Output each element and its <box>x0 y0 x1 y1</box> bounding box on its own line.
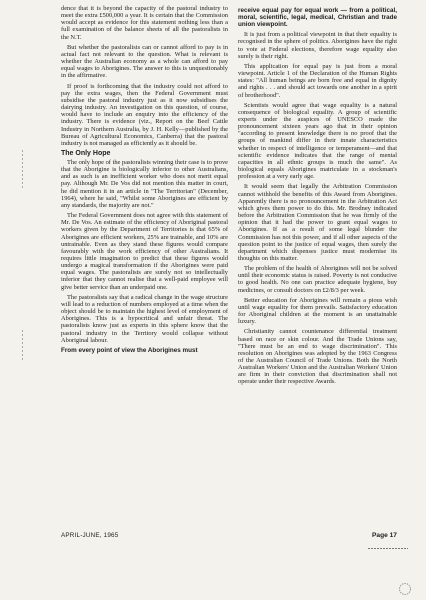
paragraph: This application for equal pay is just from a moral viewpoint. Article 1 of the Declaration of the Human Rights states: "All human beings are born free and equal in dignity and rights . . . and should act towards one another in a spirit of brotherhood". <box>238 62 397 99</box>
bold-lead-text: receive equal pay for equal work — from a political, moral, scientific, legal, medical, Christian and trade union viewpoint. <box>238 7 397 29</box>
paragraph: The problem of the health of Aborigines will not be solved until their economic status is raised. Poverty is not conducive to good health. No one can practice adequate hygiene, buy medicines, or consult doctors on £2/8/3 per week. <box>238 265 397 294</box>
paragraph: Christianity cannot countenance differential treatment based on race or skin colour. And the Trade Unions say, "There must be an end to wage discrimination". This resolution on Aborigines was adopted by the 1963 Congress of the Australian Council of Trade Unions. Both the North Australian Workers' Union and the Australian Workers' Union are firm in their conviction that discrimination shall not operate under their respective Awards. <box>238 328 397 386</box>
paragraph: Better education for Aborigines will remain a pious wish until wage equality for them prevails. Satisfactory education for Aboriginal children at the moment is an unattainable luxury. <box>238 296 397 326</box>
paragraph: The only hope of the pastoralists winning their case is to prove that the Aborigine is biologically inferior to other Australians, and as such is an inefficient worker who does not merit equal pay. Although Mr. De Vos did not mention this matter in court, he did mention it in an article in "The Territorian" (December, 1964), where he said, "Whilst some Aborigines are efficient by any standards, the majority are not." <box>61 158 228 209</box>
paragraph: The pastoralists say that a radical change in the wage structure will lead to a reduction of numbers employed at a time when the object should be to maintain the highest level of employment of Aborigines. This is a hypocritical and unfair threat. The pastoralists know just as experts in this sphere know that the pastoral industry in the Territory would collapse without Aboriginal labour. <box>61 293 228 344</box>
paragraph: It would seem that legally the Arbitration Commission cannot withhold the benefits of this Award from Aborigines. Apparently there is no pronouncement in the Arbitration Act which gives them power to do this. Mr. Brodney indicated before the Arbitration Commission that he was firmly of the opinion that it had the power to grant equal wages to Aborigines. If as a result of some legal blunder the Commission has not this power, and if all other aspects of the question point to the justice of equal wages, then surely the department which dispenses justice must modernise its thoughts on this matter. <box>238 183 397 262</box>
paragraph: dence that it is beyond the capacity of the pastoral industry to meet the extra £500,000 a year. It is certain that the Commission would accept as evidence for this statement nothing less than a full examination of the balance sheets of all the pastoralists in the N.T. <box>61 5 228 41</box>
paragraph: But whether the pastoralists can or cannot afford to pay is in actual fact not relevant to the question. What is relevant is whether the Australian economy as a whole can afford to pay equal wages to Aborigines. The answer to this is unquestionably in the affirmative. <box>61 43 228 80</box>
left-column <box>61 5 228 357</box>
page-number: Page 17 <box>372 532 397 539</box>
paragraph: If proof is forthcoming that the industry could not afford to pay the extra wages, then the Federal Government must subsidise the pastoral industry just as it now subsidises the dairying industry. An investigation on this question, of course, would have to include an enquiry into the efficiency of the industry. There is evidence (viz., Report on the Beef Cattle Industry in Northern Australia, by J. H. Kelly—published by the Bureau of Agricultural Economics, Canberra) that the pastoral industry is not managed as efficiently as it should be. <box>61 82 228 147</box>
section-heading: The Only Hope <box>61 149 111 157</box>
margin-mark <box>22 330 23 360</box>
paragraph: The Federal Government does not agree with this statement of Mr. De Vos. An estimate of the efficiency of Aboriginal pastoral workers given by the Department of Territories is that 65% of Aborigines are efficient workers, 25% are trainable, and 10% are untrainable. Even as they stand these figures would compare favourably with the work efficiency of other Australians. It requires little imagination to predict that these figures would undergo a magical transformation if the Aborigines were paid equal wages. The pastoralists are surely not so intellectually inferior that they cannot realise that a well-paid employee will give better service than an underpaid one. <box>61 212 228 291</box>
issue-date: APRIL-JUNE, 1965 <box>61 532 119 539</box>
bold-lead-text: From every point of view the Aborigines must <box>61 346 198 354</box>
punch-hole-icon <box>398 582 412 596</box>
dashed-rule <box>368 548 408 549</box>
paragraph: It is just from a political viewpoint in that their equality is recognised in the sphere of politics. Aborigines have the right to vote at Federal elections, therefore wage equality also surely is their right. <box>238 31 397 60</box>
margin-mark <box>22 150 23 190</box>
paragraph: Scientists would agree that wage equality is a natural consequence of biological equality. A group of scientific experts under the auspices of UNESCO made the pronouncement sixteen years ago that in their opinion "according to present knowledge there is no proof that the groups of mankind differ in their innate characteristics whether in respect of intelligence or temperament—and that scientific evidence indicates that the range of mental capacities in all ethnic groups is much the same". As biological equals Aborigines matriculate in a stockman's profession at a very early age. <box>238 101 397 181</box>
right-column <box>238 5 397 389</box>
